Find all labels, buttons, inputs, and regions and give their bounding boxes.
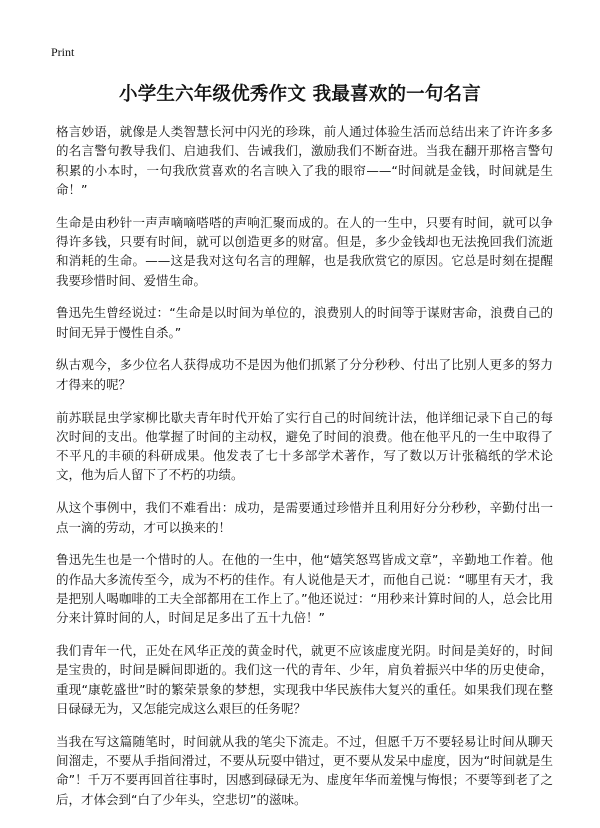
paragraph-8: 我们青年一代，正处在风华正茂的黄金时代，就更不应该虚度光阴。时间是美好的，时间是宝贵的，时间是瞬间即逝的。我们这一代的青年、少年，肩负着振兴中华的历史使命，重现“康乾盛世”时的繁荣景象的梦想，实现我中华民族伟大复兴的重任。如果我们现在整日碌碌无为，又怎能完成这么艰巨的任务呢？ <box>56 643 553 716</box>
paragraph-3: 鲁迅先生曾经说过：“生命是以时间为单位的，浪费别人的时间等于谋财害命，浪费自己的时间无异于慢性自杀。” <box>56 305 553 340</box>
paragraph-9: 当我在写这篇随笔时，时间就从我的笔尖下流走。不过，但愿千万不要轻易让时间从聊天间溜走，不要从手指间滑过，不要从玩耍中错过，更不要从发呆中虚度，因为“时间就是生命”！千万不要再回首往事时，因感到碌碌无为、虚度年华而羞愧与悔恨；不要等到老了之后，才体会到“白了少年头，空悲切”的滋味。 <box>56 733 553 807</box>
article-body <box>56 122 553 822</box>
page-title: 小学生六年级优秀作文 我最喜欢的一句名言 <box>119 84 481 105</box>
paragraph-4: 纵古观今，多少位名人获得成功不是因为他们抓紧了分分秒秒、付出了比别人更多的努力才得来的呢？ <box>56 357 553 392</box>
paragraph-2: 生命是由秒针一声声嘀嘀嗒嗒的声响汇聚而成的。在人的一生中，只要有时间，就可以争得许多钱，只要有时间，就可以创造更多的财富。但是，多少金钱却也无法挽回我们流逝和消耗的生命。——这是我对这句名言的理解，也是我欣赏它的原因。它总是时刻在提醒我要珍惜时间、爱惜生命。 <box>56 214 553 288</box>
paragraph-1: 格言妙语，就像是人类智慧长河中闪光的珍珠，前人通过体验生活而总结出来了许许多多的名言警句教导我们、启迪我们、告诫我们，激励我们不断奋进。当我在翻开那格言警句积累的小本时，一句我欣赏喜欢的名言映入了我的眼帘——“时间就是金钱，时间就是生命！” <box>56 124 553 197</box>
paragraph-6: 从这个事例中，我们不难看出：成功，是需要通过珍惜并且利用好分分秒秒，辛勤付出一点一滴的劳动，才可以换来的！ <box>56 500 553 535</box>
paragraph-5: 前苏联昆虫学家柳比歇夫青年时代开始了实行自己的时间统计法，他详细记录下自己的每次时间的支出。他掌握了时间的主动权，避免了时间的浪费。他在他平凡的一生中取得了不平凡的丰硕的科研成果。他发表了七十多部学术著作，写了数以万计张稿纸的学术论文，他为后人留下了不朽的功绩。 <box>56 409 553 483</box>
print-link[interactable]: Print <box>51 45 75 59</box>
paragraph-7: 鲁迅先生也是一个惜时的人。在他的一生中，他“嬉笑怒骂皆成文章”，辛勤地工作着。他的作品大多流传至今，成为不朽的佳作。有人说他是天才，而他自己说：“哪里有天才，我是把别人喝咖啡的工夫全部都用在工作上了。”他还说过：“用秒来计算时间的人，总会比用分来计算时间的人，时间足足多出了五十九倍！” <box>56 552 553 626</box>
